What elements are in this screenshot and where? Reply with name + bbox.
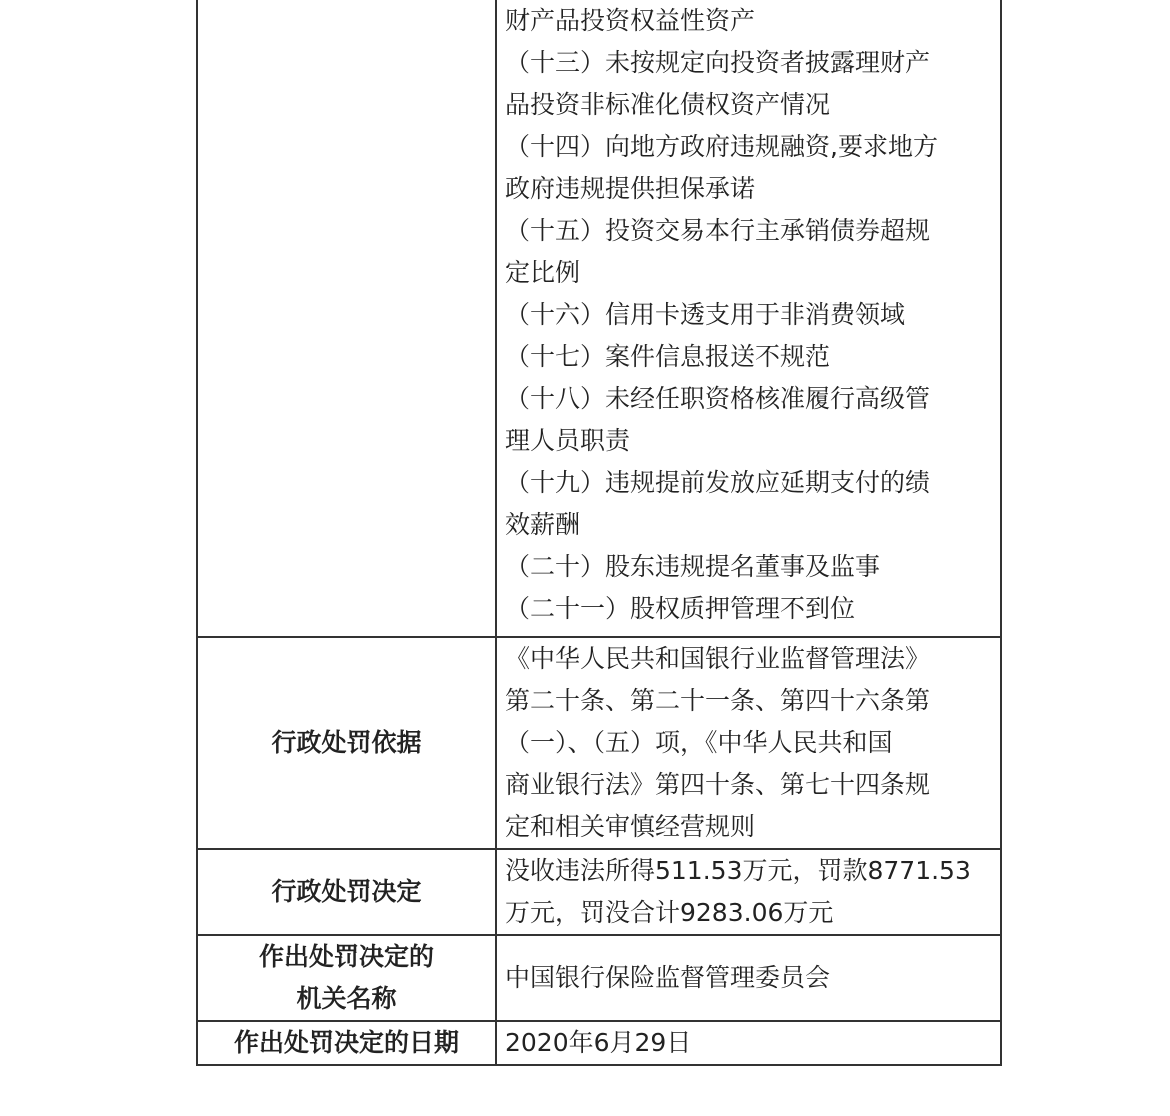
authority-label-line: 作出处罚决定的	[258, 942, 434, 971]
violations-list-cell	[496, 0, 1001, 637]
violation-line: （二十一）股权质押管理不到位	[505, 594, 856, 623]
authority-label-line: 机关名称	[296, 984, 397, 1013]
decision-line: 万元，罚没合计9283.06万元	[505, 898, 834, 927]
decision-value	[496, 849, 1001, 935]
basis-line: 《中华人民共和国银行业监督管理法》	[505, 644, 931, 673]
violation-line: （十四）向地方政府违规融资,要求地方	[505, 132, 938, 161]
decision-line: 没收违法所得511.53万元，罚款8771.53	[505, 856, 971, 885]
violation-line: 效薪酬	[505, 510, 581, 539]
label-cell-empty	[197, 0, 496, 637]
basis-value	[496, 637, 1001, 849]
table-row-decision	[197, 849, 1001, 935]
violation-line: （十八）未经任职资格核准履行高级管	[505, 384, 931, 413]
penalty-info-table	[196, 0, 1002, 1066]
date-value: 2020年6月29日	[496, 1021, 1001, 1065]
violation-line: 定比例	[505, 258, 581, 287]
violation-line: （十九）违规提前发放应延期支付的绩	[505, 468, 931, 497]
table-row-date	[197, 1021, 1001, 1065]
violation-line: （十七）案件信息报送不规范	[505, 342, 831, 371]
basis-line: 商业银行法》第四十条、第七十四条规	[505, 770, 931, 799]
basis-line: 定和相关审慎经营规则	[505, 812, 756, 841]
violation-line: （十六）信用卡透支用于非消费领域	[505, 300, 906, 329]
violation-line: 财产品投资权益性资产	[505, 6, 756, 35]
basis-line: 第二十条、第二十一条、第四十六条第	[505, 686, 931, 715]
table-row-authority	[197, 935, 1001, 1021]
authority-label	[197, 935, 496, 1021]
authority-value: 中国银行保险监督管理委员会	[496, 935, 1001, 1021]
violation-line: 政府违规提供担保承诺	[505, 174, 756, 203]
violation-line: （十五）投资交易本行主承销债券超规	[505, 216, 931, 245]
table-row-violations	[197, 0, 1001, 637]
violation-line: （二十）股东违规提名董事及监事	[505, 552, 881, 581]
basis-label: 行政处罚依据	[197, 637, 496, 849]
violation-line: 理人员职责	[505, 426, 631, 455]
decision-label: 行政处罚决定	[197, 849, 496, 935]
violation-line: （十三）未按规定向投资者披露理财产	[505, 48, 931, 77]
table-row-basis	[197, 637, 1001, 849]
violation-line: 品投资非标准化债权资产情况	[505, 90, 831, 119]
basis-line: （一）、（五）项，《中华人民共和国	[505, 728, 893, 757]
date-label: 作出处罚决定的日期	[197, 1021, 496, 1065]
